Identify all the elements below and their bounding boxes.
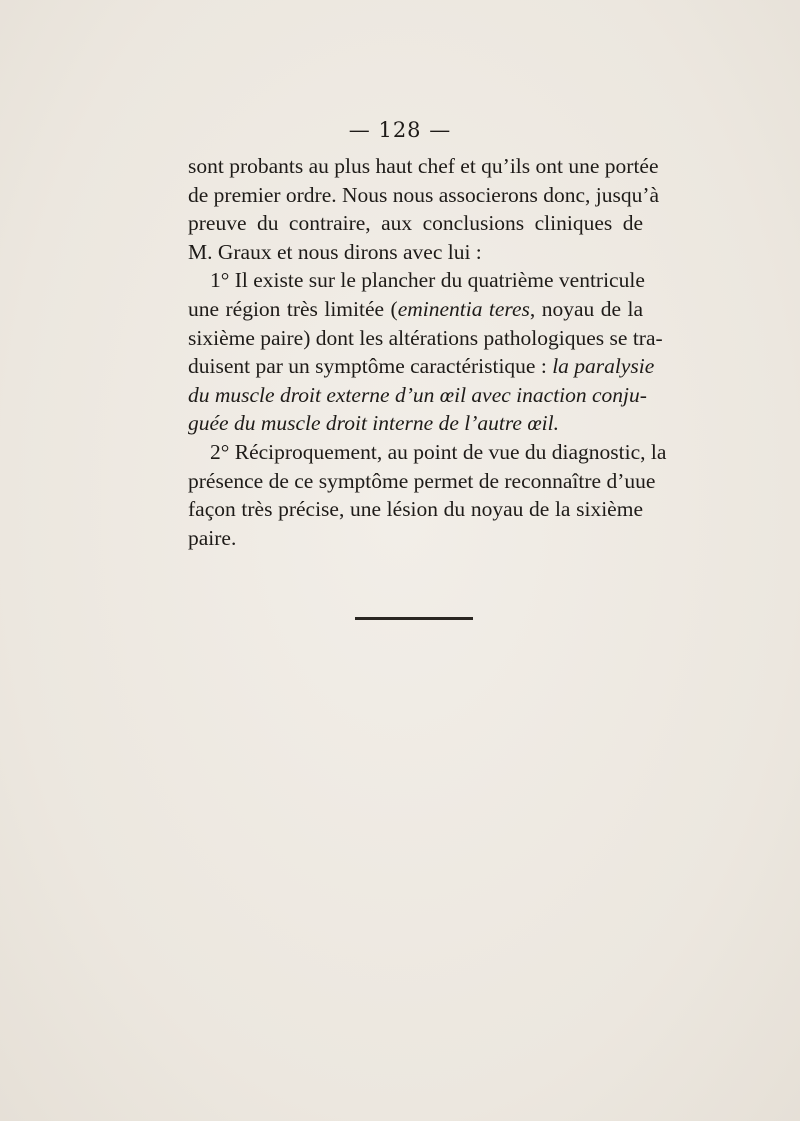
text-line: preuve du contraire, aux conclusions cliniques de <box>188 211 643 236</box>
text-line: sont probants au plus haut chef et qu’ils ont une portée <box>188 154 659 178</box>
closing-rule <box>355 617 473 620</box>
italic-text: du muscle droit externe d’un œil avec inaction conju- <box>188 382 647 407</box>
text-line: façon très précise, une lésion du noyau de la sixième <box>188 497 643 522</box>
text-line <box>188 266 643 295</box>
item-number: 2° <box>210 439 230 464</box>
item-number: 1° <box>210 268 230 293</box>
italic-text: la paralysie <box>552 354 655 379</box>
text-line: sixième paire) dont les altérations pathologiques se tra- <box>188 325 663 350</box>
item-2-paragraph <box>188 438 667 552</box>
text-line: de premier ordre. Nous nous associerons donc, jusqu’à <box>188 182 660 207</box>
item-1-paragraph <box>188 266 663 438</box>
text-fragment: Réciproquement, au point de vue du diagnostic, la <box>234 439 667 464</box>
text-line: M. Graux et nous dirons avec lui : <box>188 239 482 264</box>
intro-paragraph <box>188 152 660 266</box>
text-fragment: Il existe sur le plancher du quatrième ventricule <box>234 268 645 293</box>
italic-term: eminentia teres <box>397 296 530 321</box>
page-number: — 128 — <box>348 118 452 142</box>
text-fragment: , noyau de la <box>529 296 644 321</box>
italic-text: guée du muscle droit interne de l’autre œil. <box>188 411 560 436</box>
body-text <box>188 152 667 552</box>
text-line <box>188 381 647 410</box>
text-line: présence de ce symptôme permet de reconnaître d’uue <box>188 468 656 493</box>
text-line <box>188 438 667 467</box>
text-line <box>188 295 643 324</box>
text-line: paire. <box>188 525 237 550</box>
text-line <box>188 352 655 381</box>
text-fragment: une région très limitée ( <box>188 296 398 321</box>
text-fragment: duisent par un symptôme caractéristique : <box>188 354 553 379</box>
text-line <box>188 409 643 438</box>
